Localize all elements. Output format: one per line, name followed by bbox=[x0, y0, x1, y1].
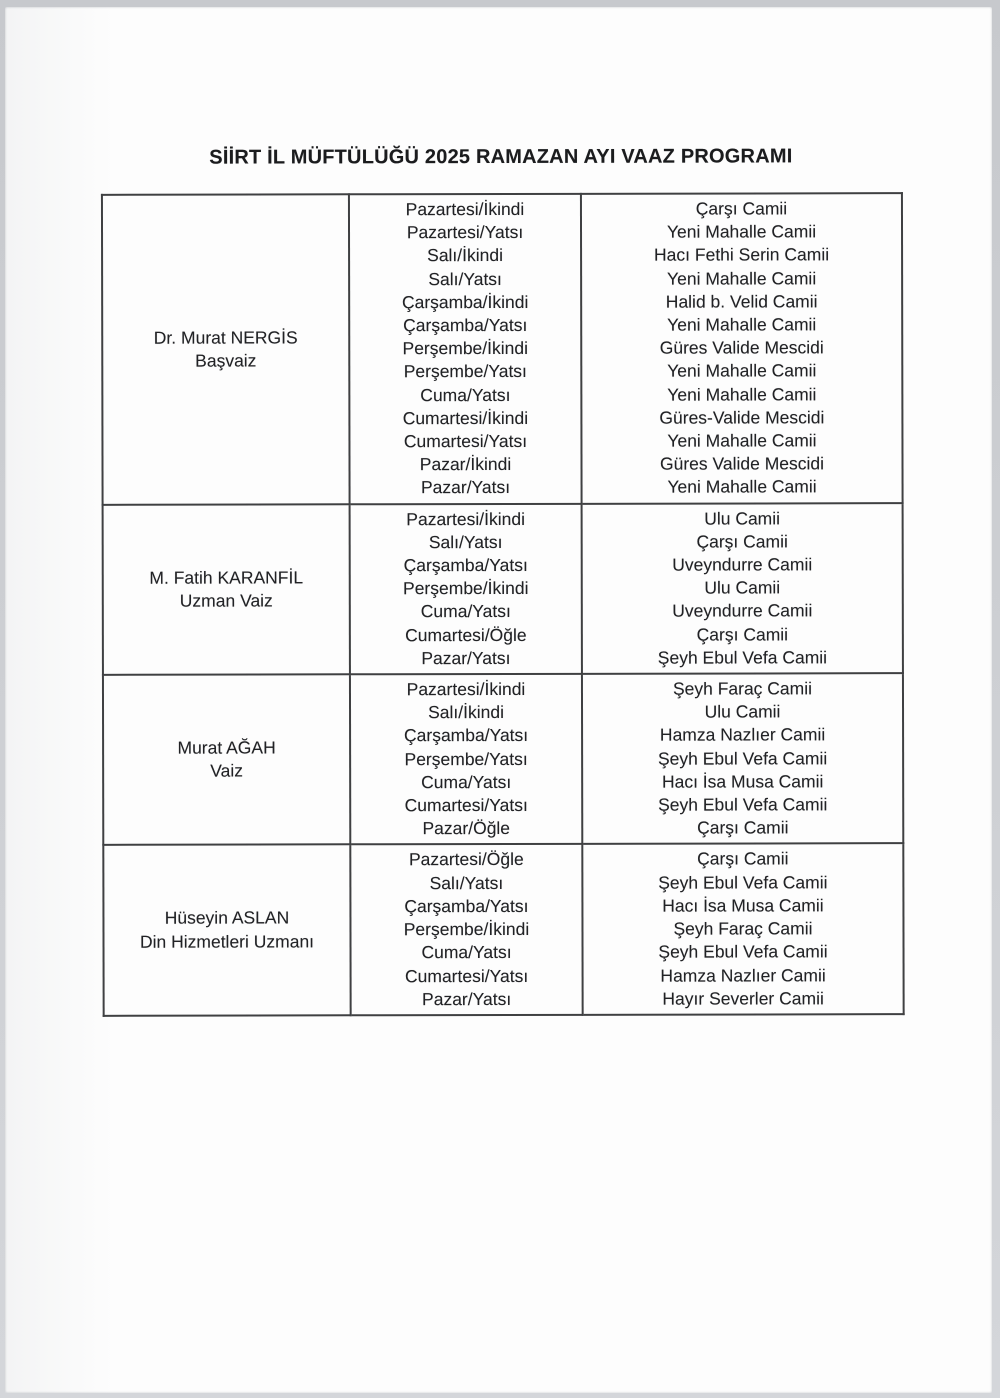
mosque-entry: Hamza Nazlıer Camii bbox=[660, 964, 826, 986]
mosques-cell bbox=[582, 673, 903, 844]
times-cell bbox=[350, 674, 582, 845]
preacher-cell bbox=[102, 194, 350, 504]
mosque-entry: Şeyh Ebul Vefa Camii bbox=[658, 871, 828, 893]
table-row bbox=[103, 503, 903, 675]
time-entry: Pazar/Yatsı bbox=[421, 647, 511, 669]
time-entry: Çarşamba/Yatsı bbox=[403, 314, 528, 336]
mosque-entry: Yeni Mahalle Camii bbox=[667, 476, 817, 498]
program-table-body bbox=[102, 193, 904, 1016]
times-cell bbox=[349, 194, 582, 504]
mosque-entry: Güres-Valide Mescidi bbox=[659, 407, 825, 428]
time-entry: Perşembe/İkindi bbox=[403, 919, 530, 940]
time-entry: Cuma/Yatsı bbox=[420, 384, 511, 405]
time-entry: Pazartesi/Yatsı bbox=[406, 222, 524, 243]
preacher-name: M. Fatih KARANFİL bbox=[149, 567, 304, 588]
time-entry: Perşembe/İkindi bbox=[402, 578, 529, 599]
time-entry: Cuma/Yatsı bbox=[421, 942, 512, 963]
preacher-cell bbox=[103, 504, 350, 675]
time-entry: Pazar/Yatsı bbox=[420, 477, 511, 498]
time-entry: Salı/Yatsı bbox=[428, 531, 503, 552]
mosque-entry: Yeni Mahalle Camii bbox=[667, 430, 817, 451]
time-entry: Cuma/Yatsı bbox=[421, 771, 512, 793]
mosque-entry: Ulu Camii bbox=[704, 577, 781, 598]
time-entry: Cumartesi/Öğle bbox=[405, 624, 527, 645]
mosque-entry: Şeyh Ebul Vefa Camii bbox=[658, 941, 828, 962]
time-entry: Salı/İkindi bbox=[428, 702, 504, 723]
time-entry: Çarşamba/Yatsı bbox=[403, 725, 529, 746]
mosque-entry: Çarşı Camii bbox=[696, 624, 789, 645]
mosque-entry: Şeyh Ebul Vefa Camii bbox=[658, 794, 828, 815]
time-entry: Perşembe/Yatsı bbox=[403, 361, 527, 382]
time-entry: Çarşamba/Yatsı bbox=[404, 895, 529, 917]
mosque-entry: Ulu Camii bbox=[704, 701, 781, 722]
table-row bbox=[103, 844, 903, 1016]
document-content bbox=[4, 6, 994, 1394]
preacher-name: Murat AĞAH bbox=[177, 737, 276, 758]
mosque-entry: Şeyh Faraç Camii bbox=[673, 918, 813, 939]
time-entry: Çarşamba/İkindi bbox=[401, 291, 529, 313]
mosque-entry: Yeni Mahalle Camii bbox=[667, 360, 817, 382]
document-page bbox=[5, 7, 992, 1393]
preacher-name: Hüseyin ASLAN bbox=[164, 907, 290, 929]
time-entry: Pazartesi/Öğle bbox=[408, 849, 524, 870]
mosque-entry: Çarşı Camii bbox=[695, 198, 788, 219]
time-entry: Cuma/Yatsı bbox=[420, 601, 511, 622]
mosque-entry: Yeni Mahalle Camii bbox=[667, 383, 817, 405]
preacher-cell bbox=[103, 674, 350, 845]
mosque-entry: Yeni Mahalle Camii bbox=[667, 314, 817, 335]
times-cell bbox=[350, 844, 582, 1015]
mosque-entry: Uveyndurre Camii bbox=[672, 600, 813, 622]
mosque-entry: Halid b. Velid Camii bbox=[665, 291, 818, 312]
mosque-entry: Hayır Severler Camii bbox=[662, 988, 824, 1009]
mosque-entry: Çarşı Camii bbox=[696, 531, 788, 552]
mosque-entry: Uveyndurre Camii bbox=[672, 554, 813, 575]
mosque-entry: Yeni Mahalle Camii bbox=[666, 221, 817, 242]
program-table bbox=[101, 192, 905, 1017]
mosque-entry: Güres Valide Mescidi bbox=[659, 453, 825, 474]
mosque-entry: Şeyh Faraç Camii bbox=[672, 678, 813, 699]
mosque-entry: Şeyh Ebul Vefa Camii bbox=[657, 747, 828, 769]
mosque-entry: Hacı İsa Musa Camii bbox=[662, 895, 824, 916]
time-entry: Cumartesi/İkindi bbox=[402, 407, 529, 429]
preacher-role: Uzman Vaiz bbox=[179, 590, 273, 611]
time-entry: Pazartesi/İkindi bbox=[406, 679, 526, 700]
time-entry: Cumartesi/Yatsı bbox=[404, 795, 528, 816]
time-entry: Pazartesi/İkindi bbox=[405, 198, 525, 220]
time-entry: Pazartesi/İkindi bbox=[406, 508, 525, 529]
mosque-entry: Güres Valide Mescidi bbox=[659, 337, 824, 358]
mosques-cell bbox=[582, 503, 903, 674]
preacher-cell bbox=[103, 845, 350, 1016]
mosques-cell bbox=[581, 193, 903, 503]
preacher-role: Din Hizmetleri Uzmanı bbox=[139, 931, 315, 952]
mosque-entry: Hacı Fethi Serin Camii bbox=[654, 244, 830, 266]
time-entry: Cumartesi/Yatsı bbox=[403, 430, 528, 452]
time-entry: Cumartesi/Yatsı bbox=[404, 965, 529, 986]
mosque-entry: Ulu Camii bbox=[704, 508, 781, 529]
preacher-name: Dr. Murat NERGİS bbox=[153, 327, 298, 348]
table-row bbox=[102, 193, 903, 504]
time-entry: Salı/Yatsı bbox=[428, 268, 502, 289]
page-title: SİİRT İL MÜFTÜLÜĞÜ 2025 RAMAZAN AYI VAAZ PROGRAMI bbox=[209, 145, 793, 169]
time-entry: Salı/Yatsı bbox=[429, 872, 504, 893]
mosque-entry: Yeni Mahalle Camii bbox=[667, 267, 817, 289]
time-entry: Perşembe/Yatsı bbox=[404, 748, 528, 769]
times-cell bbox=[350, 503, 582, 674]
mosque-entry: Çarşı Camii bbox=[697, 817, 789, 838]
table-row bbox=[103, 673, 903, 845]
mosques-cell bbox=[582, 844, 903, 1015]
preacher-role: Başvaiz bbox=[195, 350, 257, 371]
time-entry: Pazar/İkindi bbox=[419, 454, 512, 475]
mosque-entry: Hacı İsa Musa Camii bbox=[661, 771, 824, 792]
time-entry: Perşembe/İkindi bbox=[402, 338, 529, 359]
mosque-entry: Şeyh Ebul Vefa Camii bbox=[657, 647, 828, 668]
mosque-entry: Çarşı Camii bbox=[697, 848, 789, 870]
time-entry: Çarşamba/Yatsı bbox=[403, 554, 528, 576]
mosque-entry: Hamza Nazlıer Camii bbox=[659, 724, 826, 746]
time-entry: Salı/İkindi bbox=[427, 245, 504, 266]
time-entry: Pazar/Öğle bbox=[422, 818, 511, 839]
preacher-role: Vaiz bbox=[210, 760, 244, 781]
time-entry: Pazar/Yatsı bbox=[422, 988, 512, 1009]
